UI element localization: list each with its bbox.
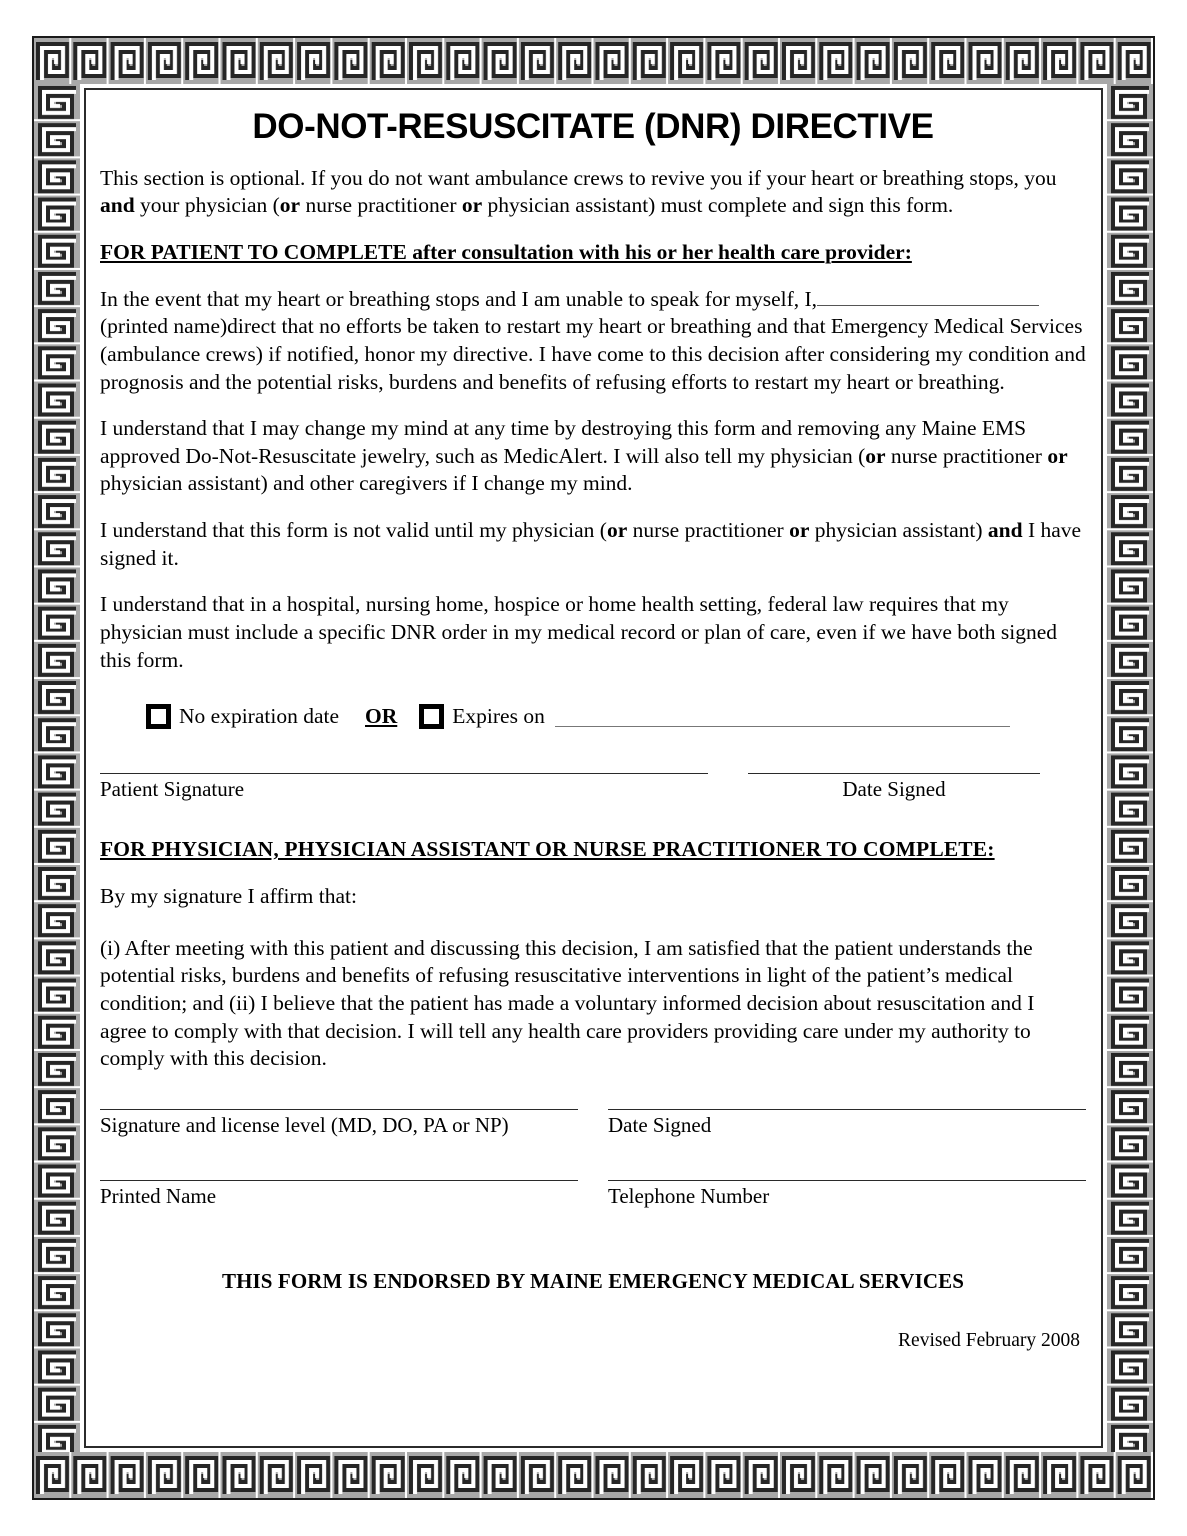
- affirm-lead: By my signature I affirm that:: [100, 884, 357, 908]
- greek-key-icon: [34, 84, 80, 1452]
- intro-bold-or-2: or: [461, 193, 483, 218]
- patient-date-caption: Date Signed: [842, 777, 946, 802]
- change-text-2: nurse practitioner: [885, 443, 1048, 468]
- telephone-field[interactable]: [608, 1180, 1086, 1209]
- valid-bold-and: and: [987, 518, 1023, 542]
- label-no-expiration: No expiration date: [179, 704, 340, 729]
- intro-text-3: nurse practitioner: [300, 193, 462, 218]
- intro-text-4: physician assistant) must complete and sign this form.: [482, 193, 954, 218]
- printed-name-block: [100, 1180, 1086, 1209]
- telephone-rule: [608, 1180, 1086, 1181]
- label-expires-on: Expires on: [452, 704, 545, 729]
- form-content: [100, 98, 1086, 1438]
- physician-signature-field[interactable]: [100, 1109, 578, 1138]
- greek-key-icon: [34, 38, 1153, 84]
- physician-signature-rules: [100, 1109, 1086, 1138]
- intro-text-1: This section is optional. If you do not want ambulance crews to revive you if your heart or breathing stops, you: [100, 165, 1057, 190]
- event-text-2: (printed name)direct that no efforts be taken to restart my heart or breathing and that Emergency Medical Services (ambulance crews) if notified, honor my directive. I have come to this decision after considering my condition and prognosis and the potential risks, burdens and benefits of refusing efforts to restart my heart or breathing.: [100, 314, 1086, 394]
- endorsement-text: THIS FORM IS ENDORSED BY MAINE EMERGENCY MEDICAL SERVICES: [221, 1268, 964, 1293]
- greek-key-border-left: [34, 84, 80, 1452]
- patient-section-heading: FOR PATIENT TO COMPLETE after consultation with his or her health care provider:: [100, 239, 912, 264]
- patient-signature-caption: Patient Signature: [100, 777, 245, 802]
- physician-signature-block: [100, 1109, 1086, 1138]
- printed-name-rule: [100, 1180, 578, 1181]
- patient-date-field[interactable]: [748, 773, 1040, 802]
- revision-date: Revised February 2008: [898, 1329, 1080, 1351]
- physician-date-rule: [608, 1109, 1086, 1110]
- valid-bold-or-1: or: [606, 518, 628, 542]
- valid-text-1: I understand that this form is not valid until my physician (: [100, 518, 607, 542]
- patient-signature-field[interactable]: [100, 773, 708, 802]
- physician-section-heading: FOR PHYSICIAN, PHYSICIAN ASSISTANT OR NURSE PRACTITIONER TO COMPLETE:: [100, 837, 995, 862]
- greek-key-icon: [1107, 84, 1153, 1452]
- greek-key-border-bottom: [34, 1452, 1153, 1498]
- patient-date-rule: [748, 773, 1040, 774]
- decorative-border-frame: [32, 36, 1155, 1500]
- form-sheet: [84, 88, 1103, 1448]
- intro-paragraph: [100, 165, 1086, 220]
- valid-text-3: physician assistant): [809, 518, 988, 542]
- printed-name-caption: Printed Name: [100, 1183, 217, 1208]
- change-bold-or-2: or: [1047, 443, 1068, 468]
- physician-date-caption: Date Signed: [608, 1112, 712, 1137]
- change-text-1: I understand that I may change my mind at any time by destroying this form and removing any Maine EMS approved Do-Not-Resuscitate jewelry, such as MedicAlert. I will also tell my physician (: [100, 416, 1027, 468]
- change-bold-or-1: or: [865, 443, 886, 468]
- sig-gap: [708, 773, 748, 802]
- intro-bold-and: and: [100, 193, 135, 218]
- patient-signature-rules: [100, 773, 1086, 802]
- telephone-caption: Telephone Number: [608, 1183, 770, 1208]
- change-text-3: physician assistant) and other caregivers if I change my mind.: [100, 471, 633, 496]
- expiration-date-field[interactable]: [555, 706, 1010, 727]
- page-title: DO-NOT-RESUSCITATE (DNR) DIRECTIVE: [252, 107, 934, 146]
- printed-name-rules: [100, 1180, 1086, 1209]
- physician-date-field[interactable]: [608, 1109, 1086, 1138]
- checkbox-no-expiration[interactable]: [146, 704, 171, 729]
- event-paragraph: [100, 286, 1086, 397]
- sig-gap-3: [578, 1180, 608, 1209]
- expiration-options-row: [146, 704, 1086, 729]
- sig-gap-2: [578, 1109, 608, 1138]
- intro-text-2: your physician (: [134, 193, 280, 218]
- change-mind-paragraph: [100, 415, 1086, 498]
- physician-signature-rule: [100, 1109, 578, 1110]
- validity-paragraph: [100, 517, 1086, 572]
- greek-key-border-right: [1107, 84, 1153, 1452]
- event-text-1: In the event that my heart or breathing stops and I am unable to speak for myself, I,: [100, 286, 818, 311]
- hospital-paragraph: I understand that in a hospital, nursing home, hospice or home health setting, federal law requires that my physician must include a specific DNR order in my medical record or plan of care, even if we have both signed this form.: [100, 592, 1058, 672]
- intro-bold-or-1: or: [279, 193, 301, 218]
- patient-signature-rule: [100, 773, 708, 774]
- greek-key-icon: [34, 1452, 1153, 1498]
- printed-name-blank[interactable]: [817, 288, 1039, 306]
- valid-bold-or-2: or: [789, 518, 810, 542]
- valid-text-2: nurse practitioner: [627, 518, 790, 542]
- checkbox-expires-on[interactable]: [419, 704, 444, 729]
- affirm-body: (i) After meeting with this patient and discussing this decision, I am satisfied that the patient understands the potential risks, burdens and benefits of refusing resuscitative interventions in light of the patient’s medical condition; and (ii) I believe that the patient has made a voluntary informed decision about resuscitation and I agree to comply with that decision. I will tell any health care providers providing care under my authority to comply with this decision.: [100, 935, 1035, 1071]
- physician-signature-caption: Signature and license level (MD, DO, PA or NP): [100, 1112, 509, 1137]
- patient-signature-block: [100, 773, 1086, 802]
- or-connector: OR: [365, 704, 398, 729]
- printed-name-field[interactable]: [100, 1180, 578, 1209]
- valid-text-4: I have signed it.: [100, 518, 1082, 570]
- greek-key-border-top: [34, 38, 1153, 84]
